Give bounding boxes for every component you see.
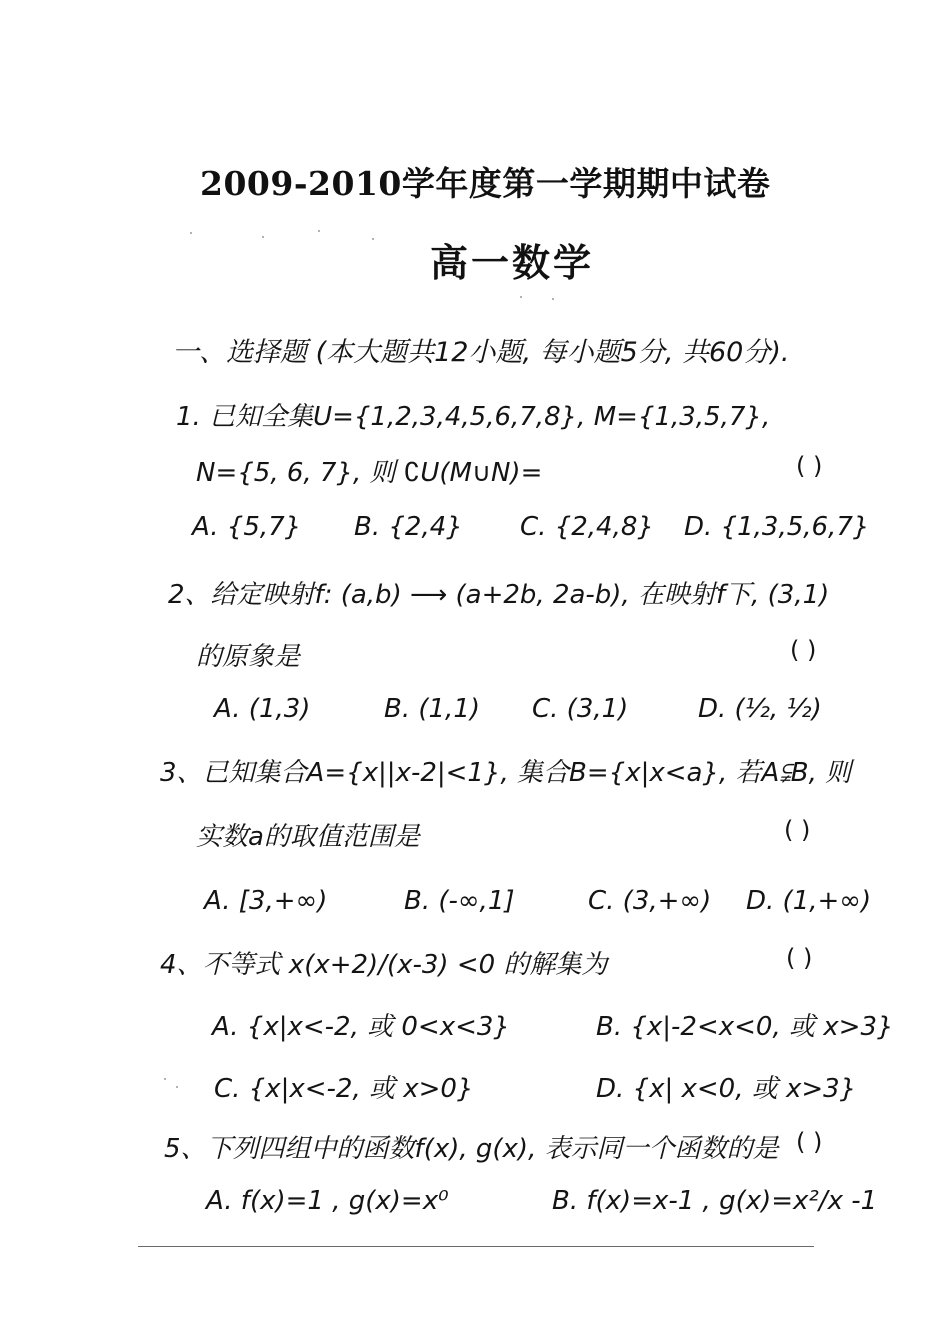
- question-3-answer-bracket: ( ): [784, 816, 811, 844]
- exam-subject: 高一数学: [430, 240, 595, 285]
- question-3-option-c: C. (3,+∞): [588, 886, 712, 916]
- question-1-line-2: N={5, 6, 7}, 则 ∁U(M∪N)=: [196, 458, 543, 488]
- question-5-answer-bracket: ( ): [796, 1128, 823, 1156]
- question-1-answer-bracket: ( ): [796, 452, 823, 480]
- question-1-line-1: 1. 已知全集U={1,2,3,4,5,6,7,8}, M={1,3,5,7},: [176, 402, 771, 432]
- question-1-option-d: D. {1,3,5,6,7}: [684, 512, 870, 542]
- question-2-line-1: 2、给定映射f: (a,b) ⟶ (a+2b, 2a-b), 在映射f下, (3,1): [168, 580, 830, 610]
- question-4-option-c: C. {x|x<-2, 或 x>0}: [214, 1074, 474, 1104]
- question-3-option-b: B. (-∞,1]: [404, 886, 515, 916]
- scan-speck: [262, 236, 264, 238]
- question-4-answer-bracket: ( ): [786, 944, 813, 972]
- scan-speck: [176, 1086, 178, 1088]
- footer-divider: [138, 1246, 814, 1247]
- question-1-option-b: B. {2,4}: [354, 512, 463, 542]
- question-4-option-d: D. {x| x<0, 或 x>3}: [596, 1074, 857, 1104]
- question-2-option-c: C. (3,1): [532, 694, 629, 724]
- question-5-option-b: B. f(x)=x-1 , g(x)=x²/x -1: [552, 1186, 878, 1216]
- question-2-option-d: D. (½, ½): [698, 694, 822, 724]
- scan-speck: [318, 230, 320, 232]
- question-2-option-b: B. (1,1): [384, 694, 481, 724]
- question-3-line-2: 实数a的取值范围是: [196, 822, 420, 852]
- question-4-line-1: 4、不等式 x(x+2)/(x-3) <0 的解集为: [160, 950, 608, 980]
- question-4-option-b: B. {x|-2<x<0, 或 x>3}: [596, 1012, 894, 1042]
- question-4-option-a: A. {x|x<-2, 或 0<x<3}: [212, 1012, 510, 1042]
- exam-title: 2009-2010学年度第一学期期中试卷: [200, 164, 771, 203]
- question-3-option-a: A. [3,+∞): [204, 886, 328, 916]
- question-1-option-c: C. {2,4,8}: [520, 512, 654, 542]
- scan-speck: [520, 296, 522, 298]
- question-1-option-a: A. {5,7}: [192, 512, 302, 542]
- scan-speck: [372, 238, 374, 240]
- scan-speck: [190, 232, 192, 234]
- question-2-option-a: A. (1,3): [214, 694, 311, 724]
- question-3-option-d: D. (1,+∞): [746, 886, 872, 916]
- question-5-option-a: A. f(x)=1 , g(x)=x⁰: [206, 1186, 449, 1216]
- question-3-line-1: 3、已知集合A={x||x-2|<1}, 集合B={x|x<a}, 若A⫋B, 则: [160, 758, 852, 788]
- section-heading: 一、选择题 (本大题共12小题, 每小题5分, 共60分).: [172, 337, 790, 368]
- scan-speck: [552, 298, 554, 300]
- question-2-line-2: 的原象是: [196, 642, 301, 672]
- scan-speck: [164, 1078, 166, 1080]
- question-5-line-1: 5、下列四组中的函数f(x), g(x), 表示同一个函数的是: [164, 1134, 779, 1164]
- question-2-answer-bracket: ( ): [790, 636, 817, 664]
